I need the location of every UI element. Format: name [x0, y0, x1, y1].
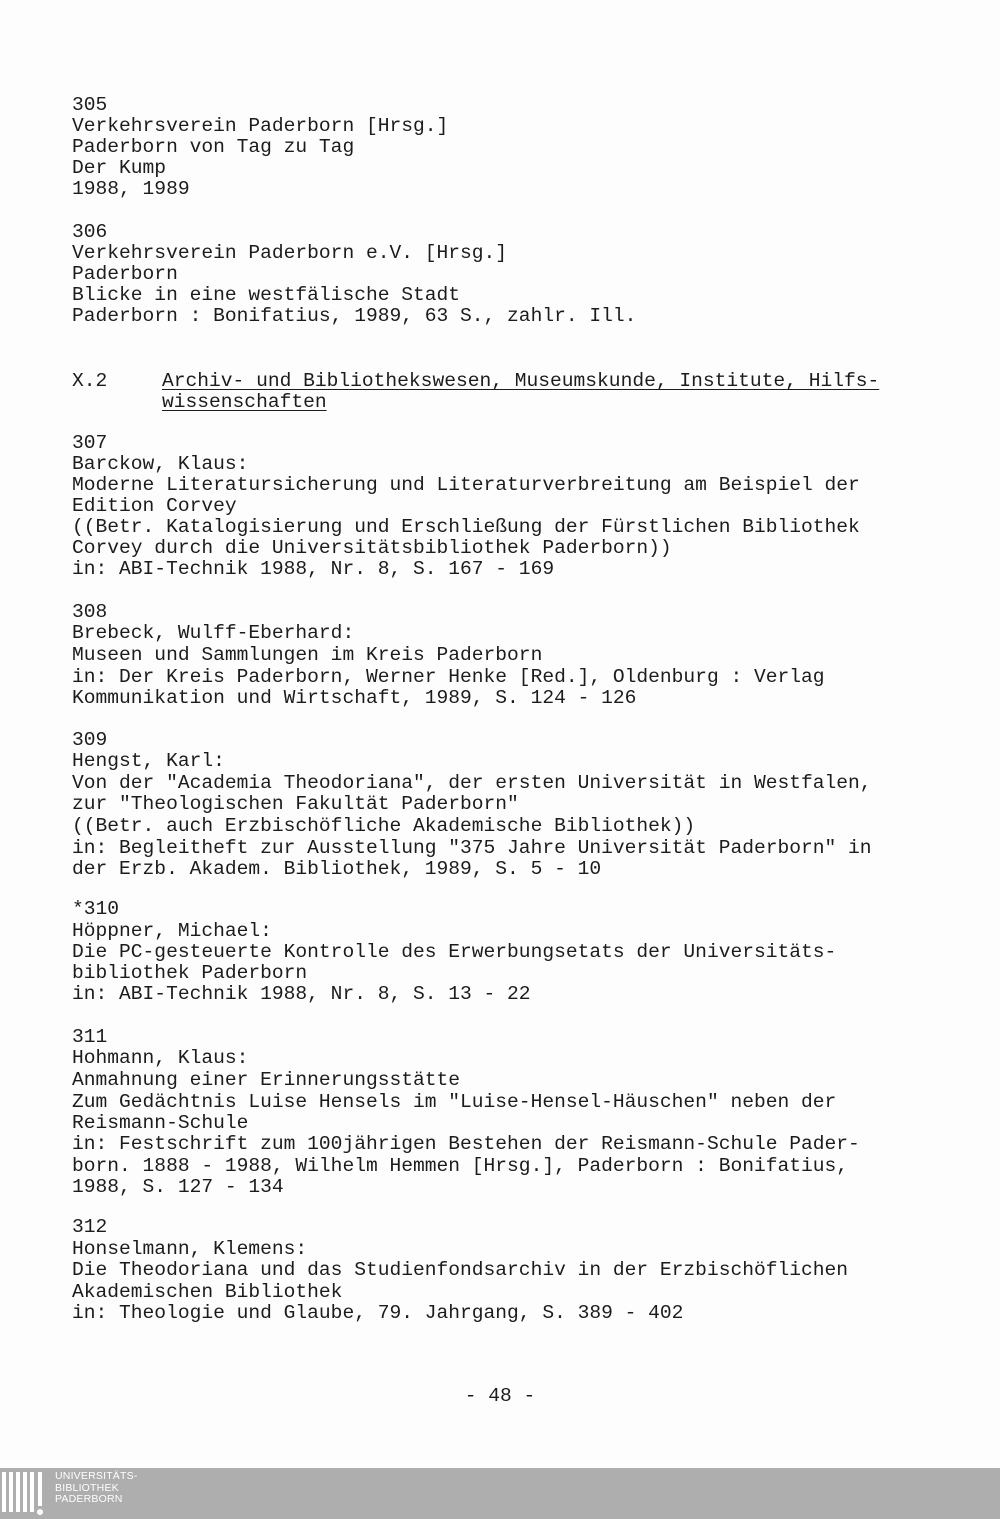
- entry-line: in: Theologie und Glaube, 79. Jahrgang, S. 389 - 402: [72, 1302, 684, 1324]
- entry-line: Verkehrsverein Paderborn [Hrsg.]: [72, 115, 449, 137]
- entry-number: 311: [72, 1026, 108, 1048]
- library-name-line-1: UNIVERSITÄTS-: [55, 1470, 138, 1482]
- entry-line: Anmahnung einer Erinnerungsstätte: [72, 1069, 461, 1091]
- section-title-line-1: Archiv- und Bibliothekswesen, Museumskunde, Institute, Hilfs-: [162, 370, 880, 392]
- entry-number: 307: [72, 432, 108, 454]
- entry-line: Paderborn : Bonifatius, 1989, 63 S., zahlr. Ill.: [72, 305, 637, 327]
- entry-line: in: ABI-Technik 1988, Nr. 8, S. 13 - 22: [72, 983, 531, 1005]
- entry-line: Höppner, Michael:: [72, 920, 272, 942]
- library-name-line-3: PADERBORN: [55, 1493, 123, 1505]
- entry-line: Barckow, Klaus:: [72, 453, 249, 475]
- library-footer-bar: [0, 1468, 1000, 1519]
- library-name: [55, 1471, 138, 1506]
- entry-line: ((Betr. Katalogisierung und Erschließung der Fürstlichen Bibliothek: [72, 516, 860, 538]
- entry-line: Zum Gedächtnis Luise Hensels im "Luise-Hensel-Häuschen" neben der: [72, 1091, 837, 1113]
- entry-line: Akademischen Bibliothek: [72, 1281, 343, 1303]
- entry-line: Von der "Academia Theodoriana", der ersten Universität in Westfalen,: [72, 772, 872, 794]
- entry-line: zur "Theologischen Fakultät Paderborn": [72, 793, 519, 815]
- entry-line: Hengst, Karl:: [72, 750, 225, 772]
- entry-line: Blicke in eine westfälische Stadt: [72, 284, 461, 306]
- page-number: - 48 -: [464, 1385, 536, 1407]
- entry-number: 306: [72, 221, 108, 243]
- section-number: X.2: [72, 370, 108, 392]
- entry-number: 308: [72, 601, 108, 623]
- entry-number: 309: [72, 729, 108, 751]
- library-name-line-2: BIBLIOTHEK: [55, 1481, 119, 1494]
- entry-line: in: Der Kreis Paderborn, Werner Henke [Red.], Oldenburg : Verlag: [72, 666, 825, 688]
- entry-line: Hohmann, Klaus:: [72, 1047, 249, 1069]
- entry-line: Die PC-gesteuerte Kontrolle des Erwerbungsetats der Universitäts-: [72, 941, 837, 963]
- entry-line: Edition Corvey: [72, 495, 237, 517]
- entry-line: Paderborn von Tag zu Tag: [72, 136, 355, 158]
- entry-line: Der Kump: [72, 157, 167, 179]
- entry-line: Paderborn: [72, 263, 178, 285]
- entry-line: in: ABI-Technik 1988, Nr. 8, S. 167 - 169: [72, 558, 555, 580]
- entry-line: Reismann-Schule: [72, 1112, 249, 1134]
- entry-line: 1988, S. 127 - 134: [72, 1176, 284, 1198]
- section-title-line-2: wissenschaften: [162, 391, 327, 413]
- entry-line: Brebeck, Wulff-Eberhard:: [72, 622, 355, 644]
- entry-line: Verkehrsverein Paderborn e.V. [Hrsg.]: [72, 242, 508, 264]
- entry-line: ((Betr. auch Erzbischöfliche Akademische Bibliothek)): [72, 815, 696, 837]
- entry-line: bibliothek Paderborn: [72, 962, 308, 984]
- ub-paderborn-logo-icon: [0, 1470, 50, 1518]
- entry-number: 312: [72, 1216, 108, 1238]
- entry-line: Moderne Literatursicherung und Literaturverbreitung am Beispiel der: [72, 474, 860, 496]
- entry-number: 305: [72, 94, 108, 116]
- entry-line: in: Festschrift zum 100jährigen Bestehen der Reismann-Schule Pader-: [72, 1133, 860, 1155]
- entry-line: Museen und Sammlungen im Kreis Paderborn: [72, 644, 543, 666]
- entry-line: in: Begleitheft zur Ausstellung "375 Jahre Universität Paderborn" in: [72, 837, 872, 859]
- entry-line: Corvey durch die Universitätsbibliothek Paderborn)): [72, 537, 672, 559]
- entry-line: der Erzb. Akadem. Bibliothek, 1989, S. 5 - 10: [72, 858, 602, 880]
- entry-number: *310: [72, 898, 120, 920]
- entry-line: Die Theodoriana und das Studienfondsarchiv in der Erzbischöflichen: [72, 1259, 849, 1281]
- entry-line: born. 1888 - 1988, Wilhelm Hemmen [Hrsg.], Paderborn : Bonifatius,: [72, 1155, 849, 1177]
- entry-line: Kommunikation und Wirtschaft, 1989, S. 124 - 126: [72, 687, 637, 709]
- entry-line: Honselmann, Klemens:: [72, 1238, 308, 1260]
- entry-line: 1988, 1989: [72, 178, 190, 200]
